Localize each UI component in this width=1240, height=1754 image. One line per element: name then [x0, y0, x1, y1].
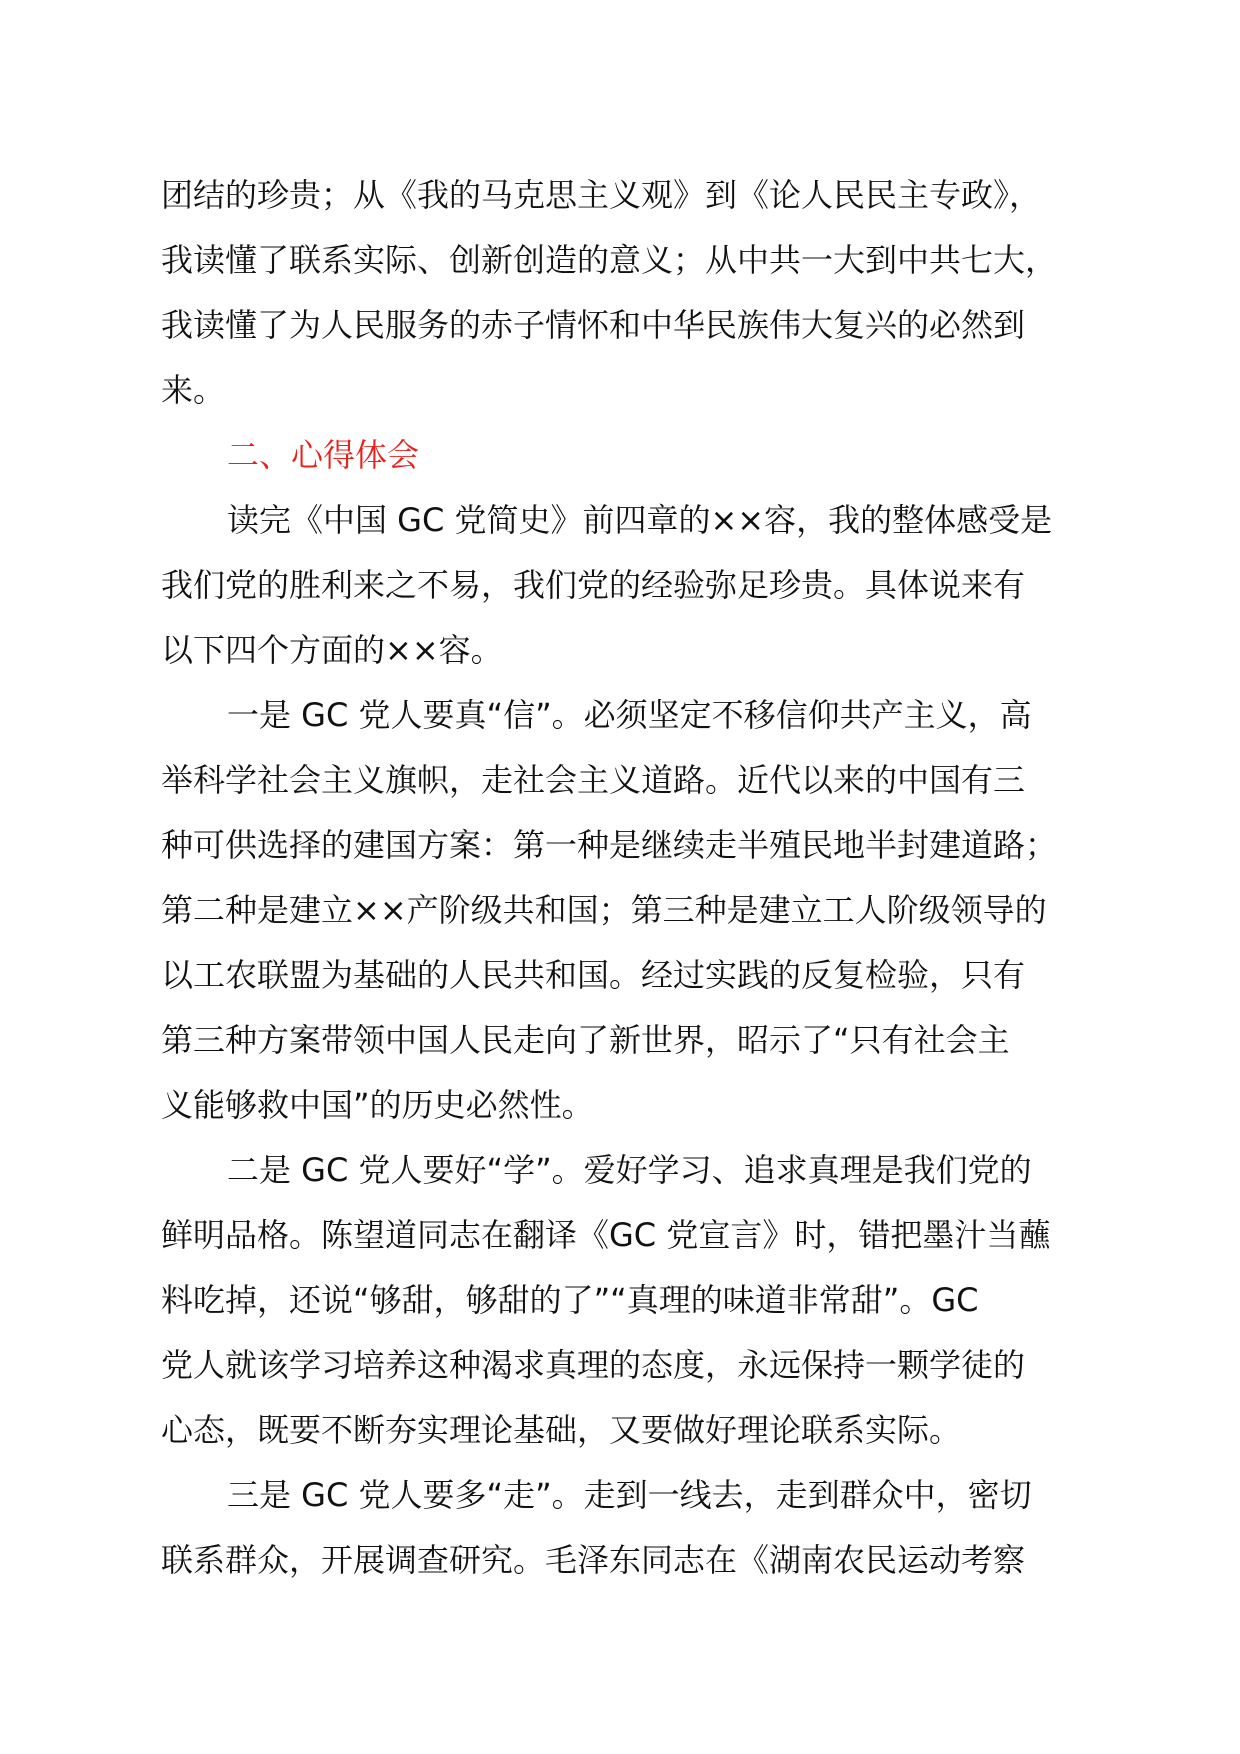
text-line: 以下四个方面的××容。 [161, 631, 503, 669]
text-line: 种可供选择的建国方案：第一种是继续走半殖民地半封建道路； [161, 826, 1058, 864]
text-line: 联系群众，开展调查研究。毛泽东同志在《湖南农民运动考察 [161, 1541, 1026, 1579]
paragraph-point-learn [161, 1138, 1121, 1463]
paragraph-point-walk [161, 1463, 1121, 1593]
paragraph-continuation [161, 163, 1121, 423]
section-heading [161, 423, 1121, 488]
text-line: 我读懂了为人民服务的赤子情怀和中华民族伟大复兴的必然到 [161, 306, 1026, 344]
text-line: 第二种是建立××产阶级共和国；第三种是建立工人阶级领导的 [161, 891, 1047, 929]
text-line: 一是 GC 党人要真“信”。必须坚定不移信仰共产主义，高 [227, 696, 1032, 734]
text-line: 党人就该学习培养这种渴求真理的态度，永远保持一颗学徒的 [161, 1346, 1026, 1384]
text-line: 团结的珍贵；从《我的马克思主义观》到《论人民民主专政》， [161, 176, 1042, 214]
section-heading-text: 二、心得体会 [227, 436, 420, 474]
paragraph-intro [161, 488, 1121, 683]
text-line: 义能够救中国”的历史必然性。 [161, 1086, 594, 1124]
text-line: 举科学社会主义旗帜，走社会主义道路。近代以来的中国有三 [161, 761, 1026, 799]
text-line: 二是 GC 党人要好“学”。爱好学习、追求真理是我们党的 [227, 1151, 1032, 1189]
document-body [161, 163, 1121, 1593]
text-line: 我们党的胜利来之不易，我们党的经验弥足珍贵。具体说来有 [161, 566, 1026, 604]
text-line: 料吃掉，还说“够甜，够甜的了”“真理的味道非常甜”。GC [161, 1281, 979, 1319]
text-line: 第三种方案带领中国人民走向了新世界，昭示了“只有社会主 [161, 1021, 1010, 1059]
text-line: 我读懂了联系实际、创新创造的意义；从中共一大到中共七大， [161, 241, 1058, 279]
paragraph-point-believe [161, 683, 1121, 1138]
text-line: 以工农联盟为基础的人民共和国。经过实践的反复检验，只有 [161, 956, 1026, 994]
text-line: 读完《中国 GC 党简史》前四章的××容，我的整体感受是 [227, 501, 1053, 539]
text-line: 心态，既要不断夯实理论基础，又要做好理论联系实际。 [161, 1411, 962, 1449]
text-line: 三是 GC 党人要多“走”。走到一线去，走到群众中，密切 [227, 1476, 1032, 1514]
text-line: 来。 [161, 371, 226, 409]
text-line: 鲜明品格。陈望道同志在翻译《GC 党宣言》时，错把墨汁当蘸 [161, 1216, 1051, 1254]
